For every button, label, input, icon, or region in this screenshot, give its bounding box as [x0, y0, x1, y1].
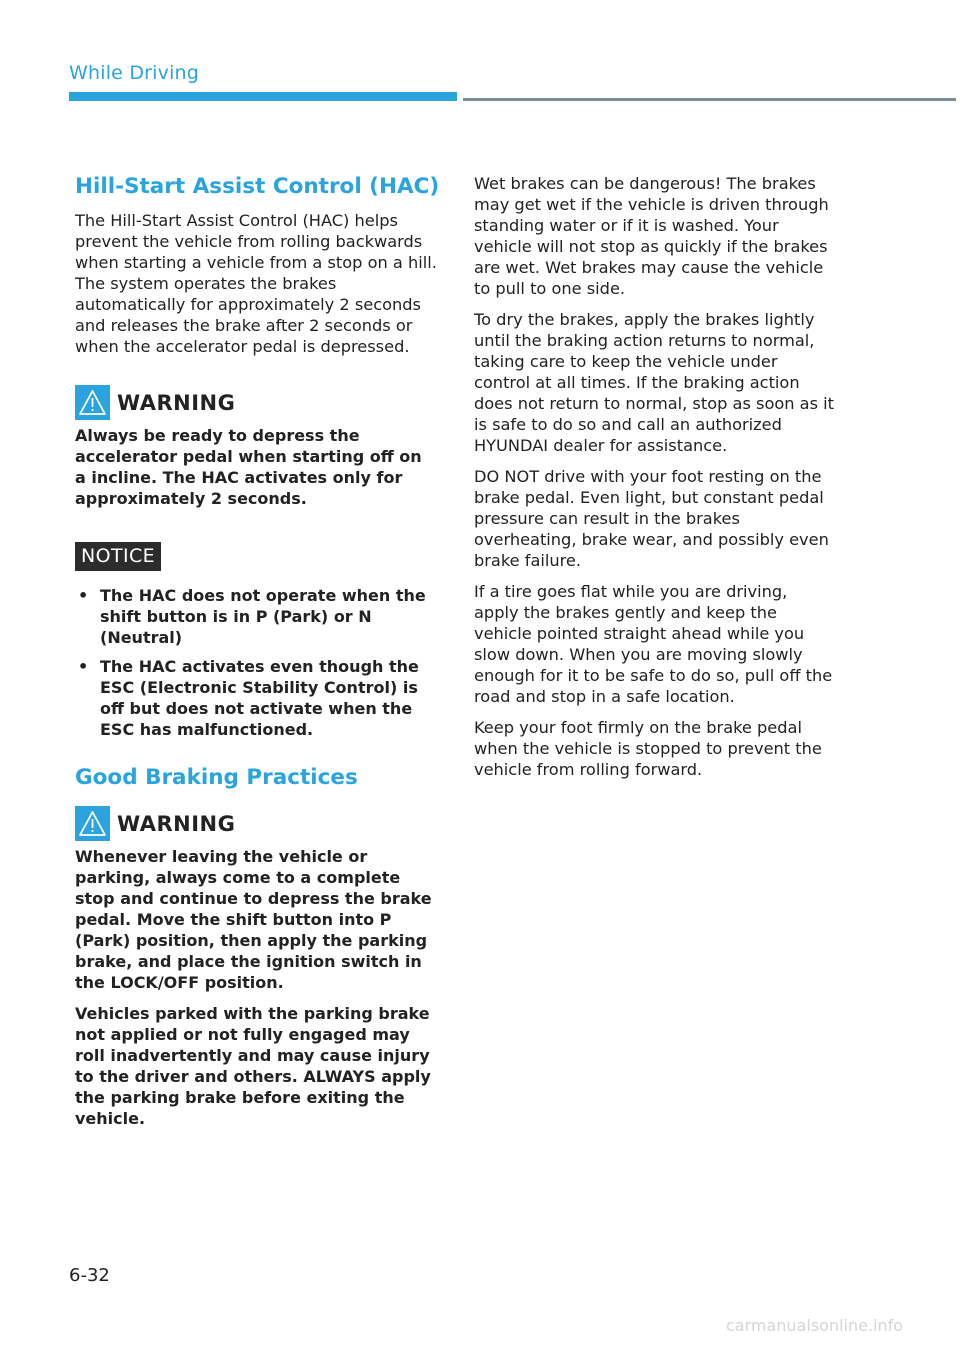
hac-heading: Hill-Start Assist Control (HAC)	[75, 174, 440, 199]
braking-heading: Good Braking Practices	[75, 765, 358, 790]
notice-label: NOTICE	[75, 542, 161, 571]
section-title: While Driving	[69, 62, 200, 84]
body-paragraph: DO NOT drive with your foot resting on the brake pedal. Even light, but constant pedal pressure can result in the brakes overheating, brake wear, and possibly even brake failure.	[474, 467, 829, 570]
braking-warning-title	[75, 806, 437, 841]
header-rule-accent	[69, 92, 457, 101]
body-paragraph: To dry the brakes, apply the brakes lightly until the braking action returns to normal, taking care to keep the vehicle under control at all times. If the braking action does not return to normal, stop as soon as it is safe to do so and call an authorized HYUNDAI dealer for assistance.	[474, 310, 835, 455]
left-column	[75, 173, 440, 1139]
body-paragraph: Keep your foot firmly on the brake pedal when the vehicle is stopped to prevent the vehicle from rolling forward.	[474, 718, 822, 779]
page-number: 6-32	[69, 1265, 110, 1286]
hac-warning-title	[75, 385, 437, 420]
warning-label: WARNING	[117, 390, 236, 415]
warning-triangle-icon	[75, 385, 110, 420]
notice-item: • The HAC activates even though the ESC (Electronic Stability Control) is off but does not activate when the ESC has malfunctioned.	[78, 657, 419, 739]
notice-list	[75, 585, 437, 740]
braking-warning-text: Whenever leaving the vehicle or parking, always come to a complete stop and continue to depress the brake pedal. Move the shift button into P (Park) position, then apply the parking brake, and place the ignition switch in the LOCK/OFF position.	[75, 847, 432, 992]
body-paragraph: Wet brakes can be dangerous! The brakes may get wet if the vehicle is driven through standing water or if it is washed. Your vehicle will not stop as quickly if the brakes are wet. Wet brakes may cause the vehicle to pull to one side.	[474, 174, 829, 298]
right-column	[474, 173, 836, 790]
hac-paragraph: The Hill-Start Assist Control (HAC) helps prevent the vehicle from rolling backwards when starting a vehicle from a stop on a hill. The system operates the brakes automatically for approximately 2 seconds and releases the brake after 2 seconds or when the accelerator pedal is depressed.	[75, 211, 437, 356]
braking-warning-text: Vehicles parked with the parking brake not applied or not fully engaged may roll inadvertently and may cause injury to the driver and others. ALWAYS apply the parking brake before exiting the vehicle.	[75, 1004, 431, 1128]
notice-item: • The HAC does not operate when the shift button is in P (Park) or N (Neutral)	[78, 586, 426, 647]
body-paragraph: If a tire goes flat while you are driving, apply the brakes gently and keep the vehicle pointed straight ahead while you slow down. When you are moving slowly enough for it to be safe to do so, pull off the road and stop in a safe location.	[474, 582, 833, 706]
header-rule-grey	[463, 98, 956, 101]
warning-triangle-icon	[75, 806, 110, 841]
hac-warning-text: Always be ready to depress the accelerator pedal when starting off on a incline. The HAC activates only for approximately 2 seconds.	[75, 426, 422, 508]
watermark: carmanualsonline.info	[726, 1316, 904, 1335]
warning-label: WARNING	[117, 811, 236, 836]
